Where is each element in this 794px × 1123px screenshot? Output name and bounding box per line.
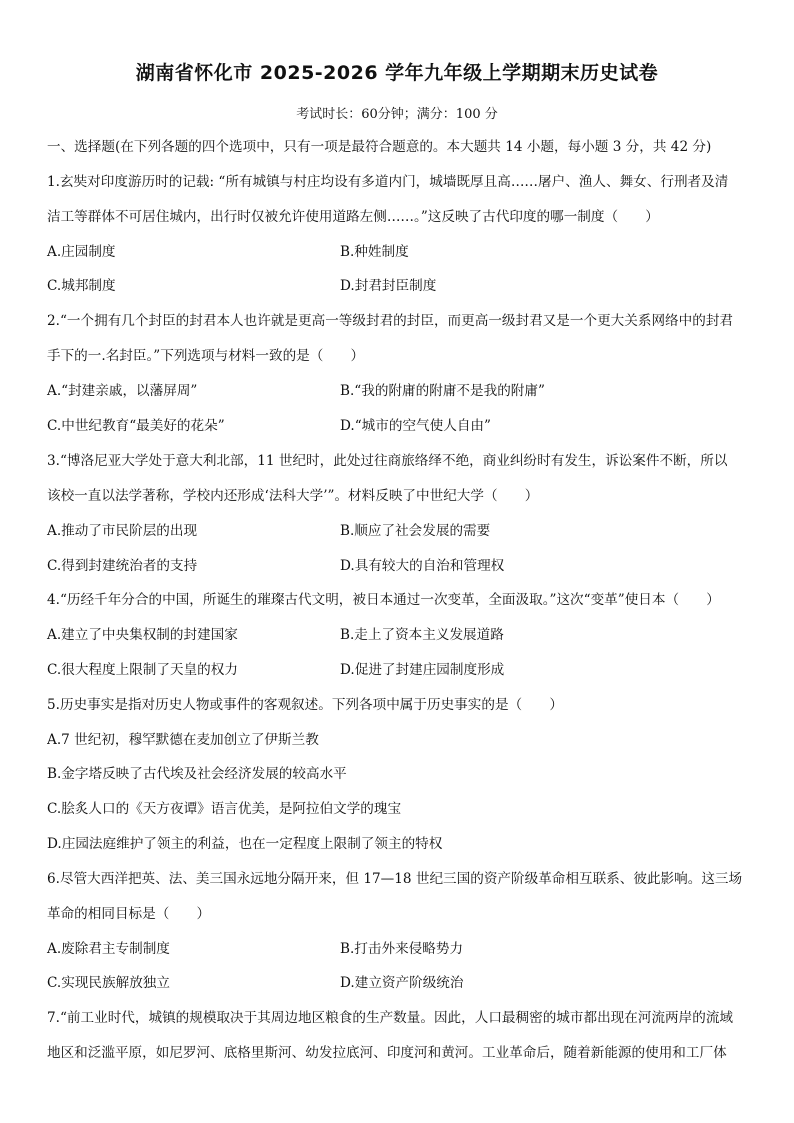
question-5-option-a[interactable]: A.7 世纪初，穆罕默德在麦加创立了伊斯兰教: [47, 732, 319, 748]
question-6-option-d[interactable]: D.建立资产阶级统治: [340, 975, 464, 991]
question-2-option-c[interactable]: C.中世纪教育“最美好的花朵”: [47, 418, 225, 434]
question-4-option-d[interactable]: D.促进了封建庄园制度形成: [340, 662, 505, 678]
question-2-option-d[interactable]: D.“城市的空气使人自由”: [340, 418, 491, 434]
question-4-option-b[interactable]: B.走上了资本主义发展道路: [340, 627, 504, 643]
question-2-option-b[interactable]: B.“我的附庸的附庸不是我的附庸”: [340, 383, 545, 399]
exam-info: 考试时长：60分钟；满分：100 分: [296, 107, 498, 122]
page-title: 湖南省怀化市 2025-2026 学年九年级上学期期末历史试卷: [135, 62, 659, 84]
section-heading: 一、选择题(在下列各题的四个选项中，只有一项是最符合题意的。本大题共 14 小题，每小题 3 分，共 42 分): [47, 139, 712, 155]
question-3-option-d[interactable]: D.具有较大的自治和管理权: [340, 558, 505, 574]
question-2-line-1: 2.“一个拥有几个封臣的封君本人也许就是更高一等级封君的封臣，而更高一级封君又是一个更大关系网络中的封君: [47, 313, 734, 329]
question-4-option-c[interactable]: C.很大程度上限制了天皇的权力: [47, 662, 238, 678]
question-1-line-1: 1.玄奘对印度游历时的记载: “所有城镇与村庄均设有多道内门，城墙既厚且高……屠户、渔人、舞女、行刑者及清: [47, 174, 729, 190]
question-5-option-b[interactable]: B.金字塔反映了古代埃及社会经济发展的较高水平: [47, 766, 347, 782]
question-5-line-1: 5.历史事实是指对历史人物或事件的客观叙述。下列各项中属于历史事实的是（ ）: [47, 697, 563, 713]
question-6-option-a[interactable]: A.废除君主专制制度: [47, 941, 170, 957]
question-3-option-c[interactable]: C.得到封建统治者的支持: [47, 558, 198, 574]
question-6-option-b[interactable]: B.打击外来侵略势力: [340, 941, 464, 957]
question-6-line-2: 革命的相同目标是（ ）: [47, 906, 211, 922]
question-2-line-2: 手下的一.名封臣。”下列选项与材料一致的是（ ）: [47, 348, 365, 364]
question-5-option-c[interactable]: C.脍炙人口的《天方夜谭》语言优美，是阿拉伯文学的瑰宝: [47, 801, 402, 817]
question-1-option-d[interactable]: D.封君封臣制度: [340, 278, 437, 294]
question-6-option-c[interactable]: C.实现民族解放独立: [47, 975, 170, 991]
question-3-option-b[interactable]: B.顺应了社会发展的需要: [340, 523, 491, 539]
question-1-option-c[interactable]: C.城邦制度: [47, 278, 116, 294]
question-3-option-a[interactable]: A.推动了市民阶层的出现: [47, 523, 198, 539]
question-5-option-d[interactable]: D.庄园法庭维护了领主的利益，也在一定程度上限制了领主的特权: [47, 836, 443, 852]
question-2-option-a[interactable]: A.“封建亲戚，以藩屏周”: [47, 383, 198, 399]
question-4-line-1: 4.“历经千年分合的中国，所诞生的璀璨古代文明，被日本通过一次变革，全面汲取。”这次“变革”使日本（ ）: [47, 592, 720, 608]
question-1-line-2: 洁工等群体不可居住城内，出行时仅被允许使用道路左侧……。”这反映了古代印度的哪一制度（ ）: [47, 209, 659, 225]
question-3-line-2: 该校一直以法学著称，学校内还形成‘法科大学’”。材料反映了中世纪大学（ ）: [47, 488, 539, 504]
question-1-option-b[interactable]: B.种姓制度: [340, 244, 409, 260]
question-3-line-1: 3.“博洛尼亚大学处于意大利北部，11 世纪时，此处过往商旅络绎不绝，商业纠纷时有发生，诉讼案件不断，所以: [47, 453, 728, 469]
question-4-option-a[interactable]: A.建立了中央集权制的封建国家: [47, 627, 238, 643]
question-7-line-2: 地区和泛滥平原，如尼罗河、底格里斯河、幼发拉底河、印度河和黄河。工业革命后，随着新能源的使用和工厂体: [47, 1045, 727, 1061]
question-1-option-a[interactable]: A.庄园制度: [47, 244, 116, 260]
question-7-line-1: 7.“前工业时代，城镇的规模取决于其周边地区粮食的生产数量。因此，人口最稠密的城市都出现在河流两岸的流域: [47, 1010, 734, 1026]
question-6-line-1: 6.尽管大西洋把英、法、美三国永远地分隔开来，但 17—18 世纪三国的资产阶级革命相互联系、彼此影响。这三场: [47, 871, 743, 887]
